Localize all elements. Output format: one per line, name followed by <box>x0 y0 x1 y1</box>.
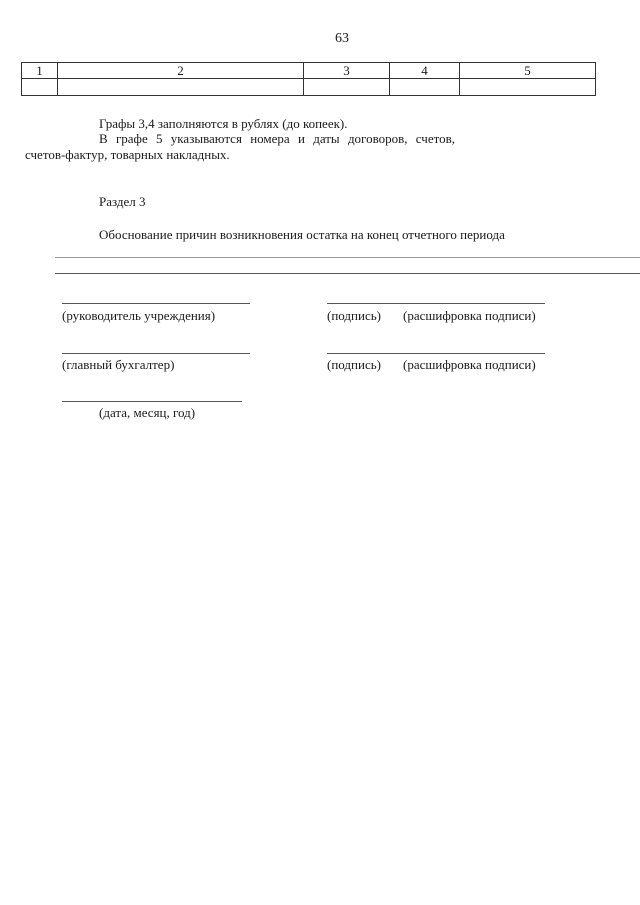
table-header-cell: 4 <box>390 63 460 79</box>
table-cell <box>460 79 596 96</box>
head-signature-line <box>327 303 545 304</box>
table-header-row <box>22 63 596 79</box>
paragraph-column-5-line1: В графе 5 указываются номера и даты договоров, счетов, <box>99 131 455 146</box>
table-header-cell: 1 <box>22 63 58 79</box>
reason-title: Обоснование причин возникновения остатка на конец отчетного периода <box>99 227 505 242</box>
reason-line-1 <box>55 257 640 258</box>
table-header-cell: 2 <box>58 63 304 79</box>
table-header-cell: 5 <box>460 63 596 79</box>
table-cell <box>390 79 460 96</box>
form-table <box>21 62 596 96</box>
table-cell <box>58 79 304 96</box>
table-header-cell: 3 <box>304 63 390 79</box>
accountant-decode-label: (расшифровка подписи) <box>403 357 536 372</box>
table-cell <box>304 79 390 96</box>
reason-line-2 <box>55 273 640 274</box>
date-line <box>62 401 242 402</box>
accountant-signature-line <box>327 353 545 354</box>
accountant-label: (главный бухгалтер) <box>62 357 175 372</box>
head-name-line <box>62 303 250 304</box>
accountant-signature-label: (подпись) <box>327 357 381 372</box>
head-label: (руководитель учреждения) <box>62 308 216 323</box>
page-number: 63 <box>335 31 349 46</box>
paragraph-columns-3-4: Графы 3,4 заполняются в рублях (до копеек). <box>99 116 348 131</box>
head-signature-label: (подпись) <box>327 308 381 323</box>
date-label: (дата, месяц, год) <box>99 405 196 420</box>
table-cell <box>22 79 58 96</box>
paragraph-column-5-line2: счетов-фактур, товарных накладных. <box>25 147 230 162</box>
section-title: Раздел 3 <box>99 194 146 209</box>
head-decode-label: (расшифровка подписи) <box>403 308 536 323</box>
accountant-name-line <box>62 353 250 354</box>
table-row <box>22 79 596 96</box>
